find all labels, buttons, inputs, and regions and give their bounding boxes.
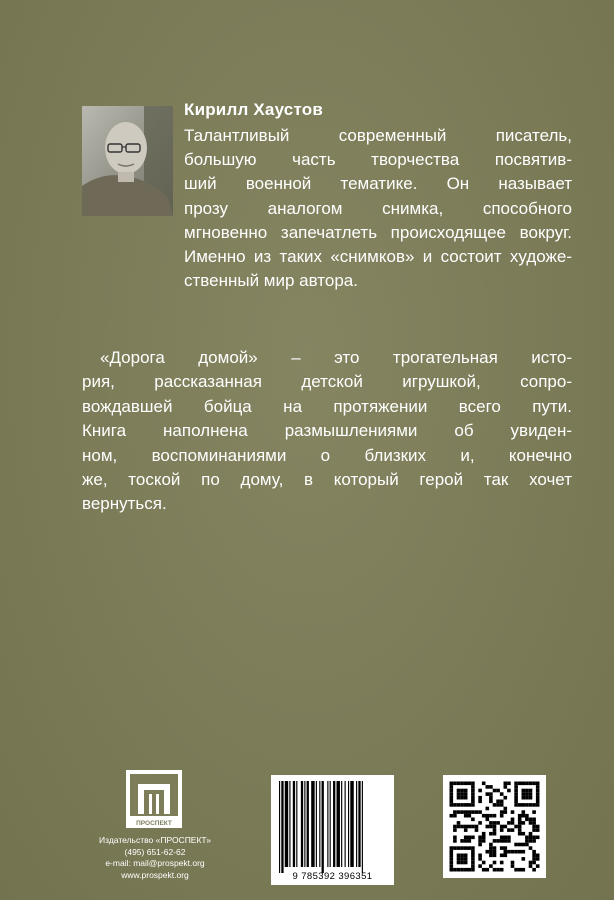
bio-line: Талантливый современный писатель, [184,126,572,145]
publisher-phone: (495) 651-62-62 [124,846,186,857]
description-line: рия, рассказанная детской игрушкой, сопро- [82,372,572,392]
publisher-logo [126,770,182,828]
author-name: Кирилл Хаустов [184,100,323,119]
publisher-website: www.prospekt.org [121,869,189,880]
description-line: ном, воспоминаниями о близких и, конечно [82,445,572,465]
barcode-icon [271,775,394,885]
description-line: «Дорога домой» – это трогательная исто- [100,348,572,367]
publisher-logo-icon [126,770,182,828]
qr-code [443,775,546,878]
description-line: вернуться. [82,494,167,514]
bio-line: ший военной тематике. Он называет [184,174,572,194]
publisher-email: e-mail: mail@prospekt.org [105,858,205,869]
publisher-info [70,835,240,881]
author-photo-image [82,106,173,216]
isbn-barcode [271,775,394,885]
bio-line: большую часть творчества посвятив- [184,150,572,170]
description-line: же, тоской по дому, в который герой так хочет [82,470,572,490]
bio-line: мгновенно запечатлеть происходящее вокруг. [184,222,572,242]
description-line: вождавшей бойца на протяжении всего пути. [82,396,572,416]
book-description [82,346,572,517]
publisher-logo-text: ПРОСПЕКТ [136,820,172,827]
bio-line: Именно из таких «снимков» и состоит художе- [184,247,572,267]
description-line: Книга наполнена размышлениями об увиден- [82,421,572,441]
isbn-number: 9 785392 396351 [292,871,373,882]
publisher-name: Издательство «ПРОСПЕКТ» [99,835,211,845]
bio-line: ственный мир автора. [184,271,358,291]
qr-code-icon [443,775,546,878]
bio-line: прозу аналогом снимка, способного [184,198,572,218]
author-photo [82,106,173,216]
author-bio [184,124,572,293]
